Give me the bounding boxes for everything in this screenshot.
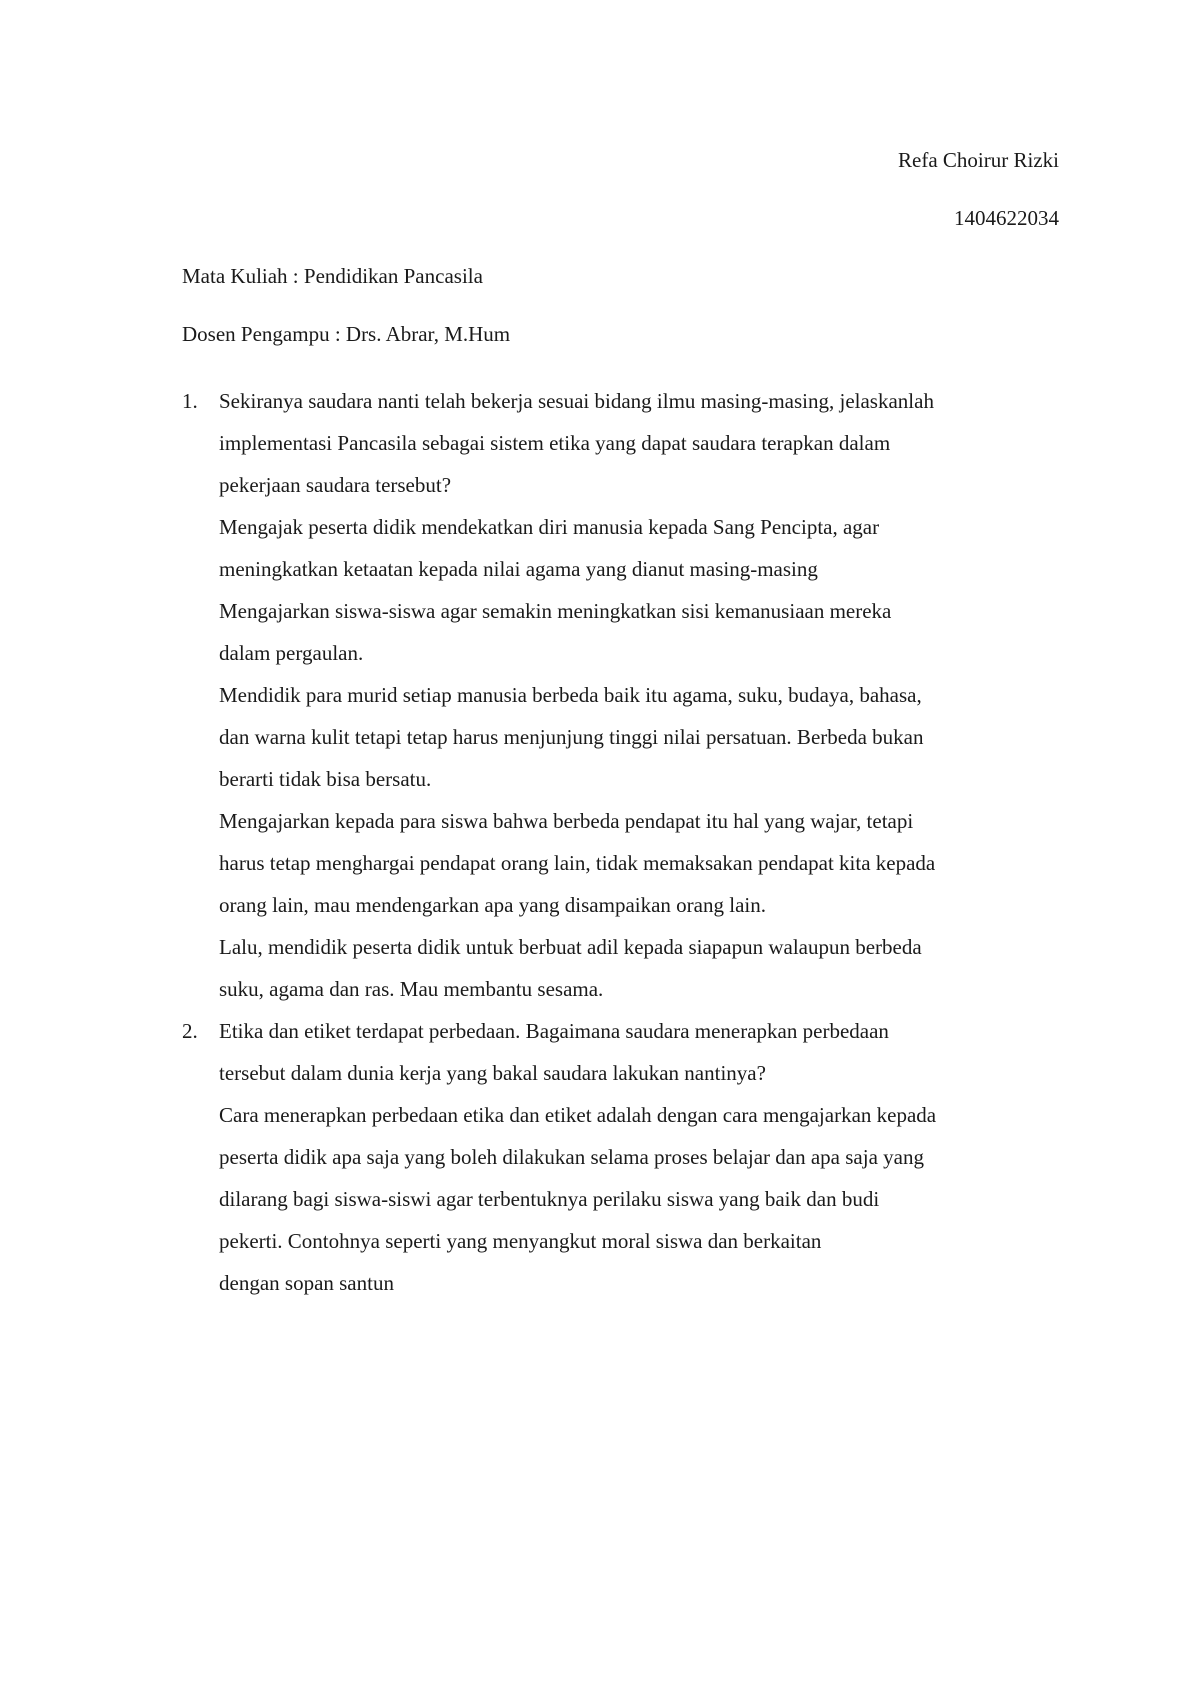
text-line: orang lain, mau mendengarkan apa yang disampaikan orang lain. bbox=[219, 893, 766, 917]
text-line: Mengajak peserta didik mendekatkan diri manusia kepada Sang Pencipta, agar bbox=[219, 515, 880, 539]
text-line: meningkatkan ketaatan kepada nilai agama yang dianut masing-masing bbox=[219, 557, 818, 581]
text-line: Sekiranya saudara nanti telah bekerja sesuai bidang ilmu masing-masing, jelaskanlah bbox=[219, 389, 934, 413]
text-line: implementasi Pancasila sebagai sistem etika yang dapat saudara terapkan dalam bbox=[219, 431, 891, 455]
text-line: dengan sopan santun bbox=[219, 1271, 394, 1295]
list-item bbox=[182, 1010, 1062, 1304]
text-line: suku, agama dan ras. Mau membantu sesama. bbox=[219, 977, 604, 1001]
text-line: Mendidik para murid setiap manusia berbeda baik itu agama, suku, budaya, bahasa, bbox=[219, 683, 922, 707]
text-line: Mengajarkan siswa-siswa agar semakin meningkatkan sisi kemanusiaan mereka bbox=[219, 599, 892, 623]
text-line: Etika dan etiket terdapat perbedaan. Bagaimana saudara menerapkan perbedaan bbox=[219, 1019, 889, 1043]
text-line: dan warna kulit tetapi tetap harus menjunjung tinggi nilai persatuan. Berbeda bukan bbox=[219, 725, 924, 749]
text-line: dilarang bagi siswa-siswi agar terbentuknya perilaku siswa yang baik dan budi bbox=[219, 1187, 880, 1211]
author-name: Refa Choirur Rizki bbox=[898, 148, 1059, 172]
text-line: peserta didik apa saja yang boleh dilakukan selama proses belajar dan apa saja yang bbox=[219, 1145, 924, 1169]
text-line: Cara menerapkan perbedaan etika dan etiket adalah dengan cara mengajarkan kepada bbox=[219, 1103, 937, 1127]
text-line: Lalu, mendidik peserta didik untuk berbuat adil kepada siapapun walaupun berbeda bbox=[219, 935, 922, 959]
student-id: 1404622034 bbox=[954, 206, 1059, 230]
text-line: dalam pergaulan. bbox=[219, 641, 364, 665]
text-line: harus tetap menghargai pendapat orang lain, tidak memaksakan pendapat kita kepada bbox=[219, 851, 936, 875]
text-line: pekerti. Contohnya seperti yang menyangkut moral siswa dan berkaitan bbox=[219, 1229, 822, 1253]
text-line: tersebut dalam dunia kerja yang bakal saudara lakukan nantinya? bbox=[219, 1061, 766, 1085]
lecturer-name: Dosen Pengampu : Drs. Abrar, M.Hum bbox=[182, 322, 511, 346]
list-item bbox=[182, 380, 1062, 1010]
item-number: 1. bbox=[182, 389, 198, 413]
text-line: Mengajarkan kepada para siswa bahwa berbeda pendapat itu hal yang wajar, tetapi bbox=[219, 809, 914, 833]
course-name: Mata Kuliah : Pendidikan Pancasila bbox=[182, 264, 483, 288]
question-list bbox=[182, 380, 1062, 1304]
text-line: pekerjaan saudara tersebut? bbox=[219, 473, 452, 497]
item-number: 2. bbox=[182, 1019, 198, 1043]
text-line: berarti tidak bisa bersatu. bbox=[219, 767, 432, 791]
